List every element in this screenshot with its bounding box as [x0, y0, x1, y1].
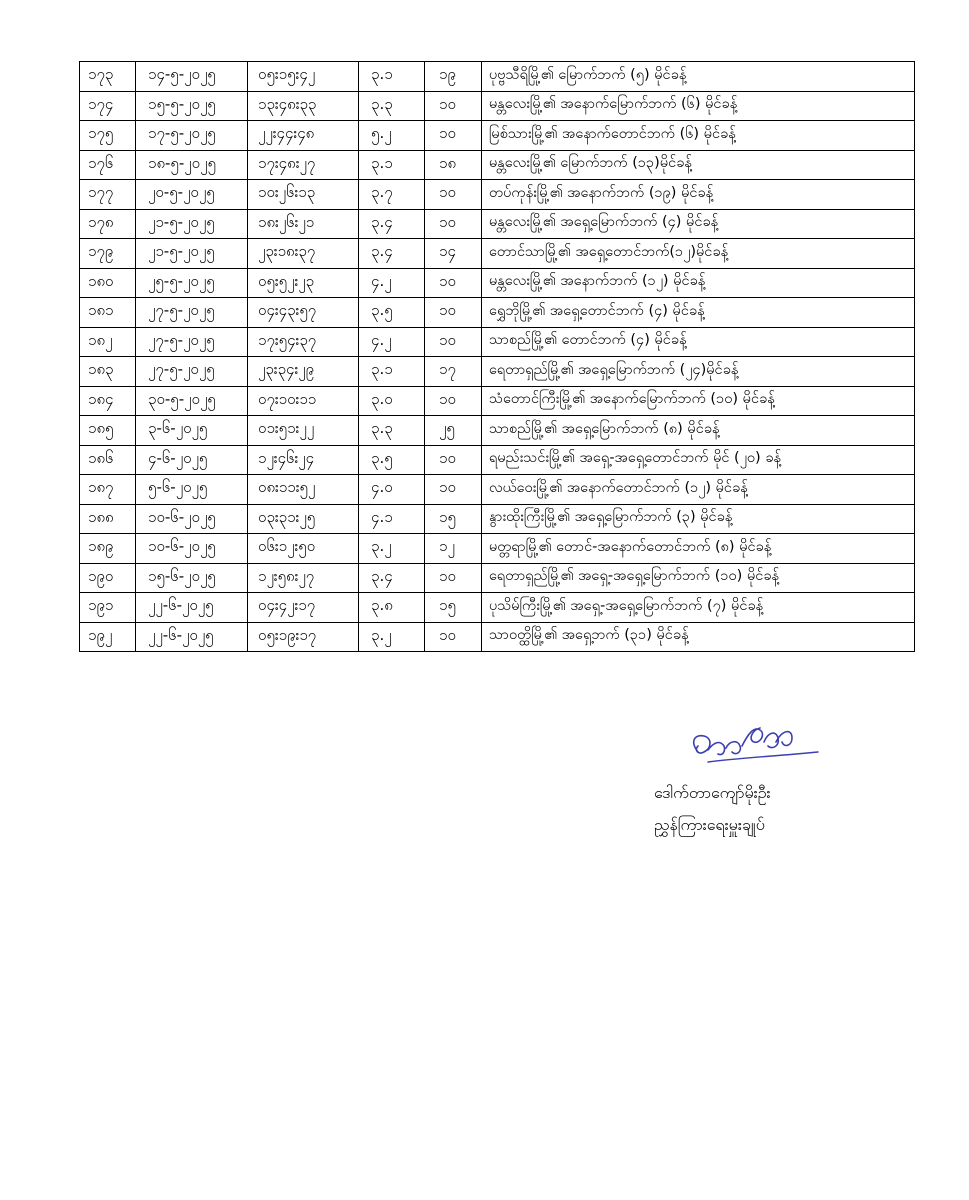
magnitude-cell: ၃.၂	[359, 534, 425, 564]
date-cell: ၂၀-၅-၂၀၂၅	[136, 180, 248, 210]
time-cell: ၀၃း၃၁း၂၅	[248, 504, 359, 534]
row-number: ၁၇၈	[80, 209, 136, 239]
location-cell: ရမည်းသင်းမြို့၏ အရှေ့-အရှေ့တောင်ဘက် မိုင် (၂၀) ခန့်	[482, 445, 915, 475]
location-cell: တပ်ကုန်းမြို့၏ အနောက်ဘက် (၁၉) မိုင်ခန့်	[482, 180, 915, 210]
depth-cell: ၁၀	[425, 91, 482, 121]
table-row	[80, 445, 915, 475]
row-number: ၁၈၀	[80, 268, 136, 298]
row-number: ၁၈၃	[80, 357, 136, 387]
table-row	[80, 563, 915, 593]
location-cell: သာစည်မြို့၏ အရှေ့မြောက်ဘက် (၈) မိုင်ခန့်	[482, 416, 915, 446]
depth-cell: ၁၅	[425, 593, 482, 623]
depth-cell: ၁၀	[425, 121, 482, 151]
row-number: ၁၇၅	[80, 121, 136, 151]
time-cell: ၀၄း၄၂း၁၇	[248, 593, 359, 623]
date-cell: ၁၇-၅-၂၀၂၅	[136, 121, 248, 151]
magnitude-cell: ၅.၂	[359, 121, 425, 151]
row-number: ၁၇၃	[80, 62, 136, 92]
date-cell: ၂၇-၅-၂၀၂၅	[136, 327, 248, 357]
depth-cell: ၁၀	[425, 445, 482, 475]
depth-cell: ၁၅	[425, 504, 482, 534]
row-number: ၁၈၇	[80, 475, 136, 505]
table-row	[80, 121, 915, 151]
table-row	[80, 239, 915, 269]
magnitude-cell: ၃.၅	[359, 298, 425, 328]
earthquake-table	[79, 61, 915, 652]
depth-cell: ၁၀	[425, 475, 482, 505]
location-cell: သာစည်မြို့၏ တောင်ဘက် (၄) မိုင်ခန့်	[482, 327, 915, 357]
date-cell: ၃-၆-၂၀၂၅	[136, 416, 248, 446]
row-number: ၁၈၁	[80, 298, 136, 328]
earthquake-table-body	[80, 62, 915, 652]
date-cell: ၁၅-၆-၂၀၂၅	[136, 563, 248, 593]
magnitude-cell: ၄.၂	[359, 268, 425, 298]
time-cell: ၁၇း၅၄း၃၇	[248, 327, 359, 357]
date-cell: ၁၀-၆-၂၀၂၅	[136, 504, 248, 534]
magnitude-cell: ၃.၃	[359, 416, 425, 446]
magnitude-cell: ၄.၁	[359, 504, 425, 534]
date-cell: ၄-၆-၂၀၂၅	[136, 445, 248, 475]
magnitude-cell: ၄.၂	[359, 327, 425, 357]
table-row	[80, 150, 915, 180]
magnitude-cell: ၃.၈	[359, 593, 425, 623]
magnitude-cell: ၃.၄	[359, 209, 425, 239]
depth-cell: ၁၄	[425, 239, 482, 269]
magnitude-cell: ၃.၄	[359, 239, 425, 269]
magnitude-cell: ၃.၂	[359, 622, 425, 652]
date-cell: ၃၀-၅-၂၀၂၅	[136, 386, 248, 416]
magnitude-cell: ၃.၀	[359, 386, 425, 416]
table-row	[80, 416, 915, 446]
magnitude-cell: ၃.၁	[359, 62, 425, 92]
date-cell: ၂၁-၅-၂၀၂၅	[136, 209, 248, 239]
magnitude-cell: ၃.၃	[359, 91, 425, 121]
time-cell: ၁၃း၄၈း၃၃	[248, 91, 359, 121]
row-number: ၁၈၅	[80, 416, 136, 446]
depth-cell: ၂၅	[425, 416, 482, 446]
time-cell: ၂၃း၃၄း၂၉	[248, 357, 359, 387]
time-cell: ၂၃း၁၈း၃၇	[248, 239, 359, 269]
depth-cell: ၁၀	[425, 386, 482, 416]
date-cell: ၂၇-၅-၂၀၂၅	[136, 298, 248, 328]
row-number: ၁၇၄	[80, 91, 136, 121]
location-cell: သာဝတ္ထိမြို့၏ အရှေ့ဘက် (၃၁) မိုင်ခန့်	[482, 622, 915, 652]
row-number: ၁၇၉	[80, 239, 136, 269]
location-cell: လယ်ဝေးမြို့၏ အနောက်တောင်ဘက် (၁၂) မိုင်ခန့်	[482, 475, 915, 505]
location-cell: မန္တလေးမြို့၏ အနောက်မြောက်ဘက် (၆) မိုင်ခန့်	[482, 91, 915, 121]
magnitude-cell: ၃.၅	[359, 445, 425, 475]
depth-cell: ၁၀	[425, 180, 482, 210]
row-number: ၁၉၂	[80, 622, 136, 652]
time-cell: ၀၅း၅၂း၂၃	[248, 268, 359, 298]
date-cell: ၁၅-၅-၂၀၂၅	[136, 91, 248, 121]
time-cell: ၀၄း၄၃း၅၇	[248, 298, 359, 328]
location-cell: မတ္တရာမြို့၏ တောင်-အနောက်တောင်ဘက် (၈) မိုင်ခန့်	[482, 534, 915, 564]
table-row	[80, 268, 915, 298]
time-cell: ၁၈း၂၆း၂၁	[248, 209, 359, 239]
depth-cell: ၁၇	[425, 357, 482, 387]
location-cell: ပုသိမ်ကြီးမြို့၏ အရှေ့-အရှေ့မြောက်ဘက် (၇) မိုင်ခန့်	[482, 593, 915, 623]
location-cell: ရေတာရှည်မြို့၏ အရှေ့မြောက်ဘက် (၂၄)မိုင်ခန့်	[482, 357, 915, 387]
location-cell: နွားထိုးကြီးမြို့၏ အရှေ့မြောက်ဘက် (၃) မိုင်ခန့်	[482, 504, 915, 534]
row-number: ၁၈၂	[80, 327, 136, 357]
time-cell: ၂၂း၄၄း၄၈	[248, 121, 359, 151]
row-number: ၁၉၁	[80, 593, 136, 623]
time-cell: ၀၅း၁၉း၁၇	[248, 622, 359, 652]
table-row	[80, 593, 915, 623]
magnitude-cell: ၃.၁	[359, 357, 425, 387]
row-number: ၁၉၀	[80, 563, 136, 593]
time-cell: ၀၆း၁၂း၅၀	[248, 534, 359, 564]
location-cell: တောင်သာမြို့၏ အရှေ့တောင်ဘက်(၁၂)မိုင်ခန့်	[482, 239, 915, 269]
row-number: ၁၇၇	[80, 180, 136, 210]
time-cell: ၁၇း၄၈း၂၇	[248, 150, 359, 180]
magnitude-cell: ၃.၁	[359, 150, 425, 180]
row-number: ၁၈၄	[80, 386, 136, 416]
depth-cell: ၁၉	[425, 62, 482, 92]
date-cell: ၁၀-၆-၂၀၂၅	[136, 534, 248, 564]
location-cell: မန္တလေးမြို့၏ မြောက်ဘက် (၁၃)မိုင်ခန့်	[482, 150, 915, 180]
time-cell: ၀၈း၁၁း၅၂	[248, 475, 359, 505]
date-cell: ၂၁-၅-၂၀၂၅	[136, 239, 248, 269]
date-cell: ၅-၆-၂၀၂၅	[136, 475, 248, 505]
depth-cell: ၁၂	[425, 534, 482, 564]
date-cell: ၂၂-၆-၂၀၂၅	[136, 593, 248, 623]
table-row	[80, 327, 915, 357]
location-cell: ပုဗ္ဗသီရိမြို့၏ မြောက်ဘက် (၅) မိုင်ခန့်	[482, 62, 915, 92]
table-row	[80, 298, 915, 328]
time-cell: ၁၀း၂၆း၁၃	[248, 180, 359, 210]
location-cell: ရွှေဘိုမြို့၏ အရှေ့တောင်ဘက် (၄) မိုင်ခန့်	[482, 298, 915, 328]
depth-cell: ၁၀	[425, 268, 482, 298]
table-row	[80, 504, 915, 534]
table-row	[80, 209, 915, 239]
depth-cell: ၁၀	[425, 298, 482, 328]
row-number: ၁၇၆	[80, 150, 136, 180]
magnitude-cell: ၄.၀	[359, 475, 425, 505]
location-cell: မြစ်သားမြို့၏ အနောက်တောင်ဘက် (၆) မိုင်ခန့်	[482, 121, 915, 151]
location-cell: မန္တလေးမြို့၏ အရှေ့မြောက်ဘက် (၄) မိုင်ခန့်	[482, 209, 915, 239]
time-cell: ၀၇း၁၀း၁၁	[248, 386, 359, 416]
table-row	[80, 475, 915, 505]
depth-cell: ၁၀	[425, 327, 482, 357]
date-cell: ၂၇-၅-၂၀၂၅	[136, 357, 248, 387]
table-row	[80, 622, 915, 652]
table-row	[80, 534, 915, 564]
depth-cell: ၁၀	[425, 563, 482, 593]
location-cell: ရေတာရှည်မြို့၏ အရှေ့-အရှေ့မြောက်ဘက် (၁၀) မိုင်ခန့်	[482, 563, 915, 593]
row-number: ၁၈၉	[80, 534, 136, 564]
signature-block	[640, 712, 860, 834]
table-row	[80, 91, 915, 121]
row-number: ၁၈၈	[80, 504, 136, 534]
time-cell: ၀၅း၁၅း၄၂	[248, 62, 359, 92]
time-cell: ၁၂း၅၈း၂၇	[248, 563, 359, 593]
signer-title: ညွှန်ကြားရေးမှူးချုပ်	[654, 815, 765, 834]
depth-cell: ၁၀	[425, 209, 482, 239]
time-cell: ၀၁း၅၁း၂၂	[248, 416, 359, 446]
magnitude-cell: ၃.၇	[359, 180, 425, 210]
handwritten-signature	[668, 712, 828, 776]
date-cell: ၂၂-၆-၂၀၂၅	[136, 622, 248, 652]
time-cell: ၁၂း၄၆း၂၄	[248, 445, 359, 475]
location-cell: မန္တလေးမြို့၏ အနောက်ဘက် (၁၂) မိုင်ခန့်	[482, 268, 915, 298]
magnitude-cell: ၃.၄	[359, 563, 425, 593]
signer-name: ဒေါက်တာကျော်မိုးဦး	[654, 783, 771, 802]
date-cell: ၁၄-၅-၂၀၂၅	[136, 62, 248, 92]
date-cell: ၁၈-၅-၂၀၂၅	[136, 150, 248, 180]
date-cell: ၂၅-၅-၂၀၂၅	[136, 268, 248, 298]
table-row	[80, 386, 915, 416]
depth-cell: ၁၈	[425, 150, 482, 180]
table-row	[80, 180, 915, 210]
table-row	[80, 62, 915, 92]
depth-cell: ၁၀	[425, 622, 482, 652]
row-number: ၁၈၆	[80, 445, 136, 475]
table-row	[80, 357, 915, 387]
location-cell: သံတောင်ကြီးမြို့၏ အနောက်မြောက်ဘက် (၁၀) မိုင်ခန့်	[482, 386, 915, 416]
